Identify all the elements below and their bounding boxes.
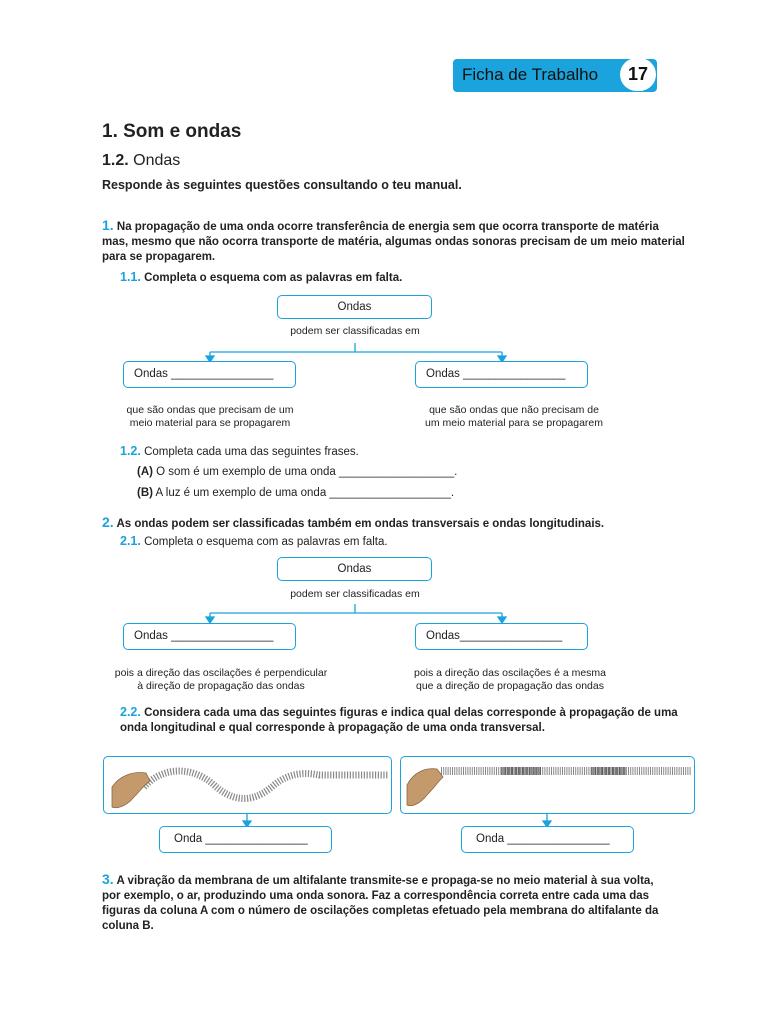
scheme1-left-desc-line1: que são ondas que precisam de um — [126, 404, 294, 416]
scheme2-right-desc-line2: que a direção de propagação das ondas — [416, 680, 604, 692]
question-2-1-number: 2.1. — [120, 534, 141, 548]
sentence-b-label: (B) — [137, 487, 153, 499]
instruction: Responde às seguintes questões consultando o teu manual. — [102, 178, 462, 192]
scheme2-right-desc-line1: pois a direção das oscilações é a mesma — [413, 667, 606, 679]
figure-left-answer[interactable]: Onda ________________ — [159, 826, 332, 853]
sentence-a-text[interactable]: O som é um exemplo de uma onda __________________. — [156, 466, 458, 478]
longitudinal-wave-illustration — [401, 757, 696, 815]
scheme1-right-box[interactable]: Ondas ________________ — [415, 361, 588, 388]
transverse-wave-illustration — [104, 757, 393, 815]
scheme2-left-box[interactable]: Ondas ________________ — [123, 623, 296, 650]
scheme2-mid-text: podem ser classificadas em — [290, 588, 420, 600]
question-2-2-number: 2.2. — [120, 705, 141, 719]
worksheet-title: Ficha de Trabalho — [462, 65, 599, 84]
question-2-text: As ondas podem ser classificadas também em ondas transversais e ondas longitudinais. — [116, 518, 605, 530]
question-2-1-text: Completa o esquema com as palavras em falta. — [144, 536, 388, 548]
scheme1-top-box: Ondas — [277, 295, 432, 319]
question-1-2-text: Completa cada uma das seguintes frases. — [144, 446, 359, 458]
scheme1-left-desc — [100, 404, 320, 430]
scheme2-left-desc — [96, 667, 346, 693]
scheme2-left-desc-line2: à direção de propagação das ondas — [137, 680, 305, 692]
question-3-number: 3. — [102, 871, 114, 887]
scheme2-right-box[interactable]: Ondas________________ — [415, 623, 588, 650]
question-2-1 — [120, 534, 388, 550]
subsection-label: Ondas — [133, 152, 181, 169]
scheme1-left-desc-line2: meio material para se propagarem — [129, 417, 291, 429]
scheme1-mid-text: podem ser classificadas em — [290, 325, 420, 337]
section-title: 1. Som e ondas — [102, 121, 242, 142]
question-3-text: A vibração da membrana de um altifalante transmite-se e propaga-se no meio material à sua volta, por exemplo, o ar, produzindo uma onda sonora. Faz a correspondência correta entre cada uma das figuras da coluna A com o número de oscilações completas efetuado pela membrana do altifalante da coluna B. — [102, 875, 659, 932]
sentence-b — [137, 486, 454, 501]
question-2 — [102, 515, 692, 532]
question-1-1-number: 1.1. — [120, 270, 141, 284]
question-1-number: 1. — [102, 217, 114, 233]
figure-longitudinal-wave — [400, 756, 695, 814]
question-2-2-text: Considera cada uma das seguintes figuras e indica qual delas corresponde à propagação de uma onda longitudinal e qual corresponde à propagação de uma onda transversal. — [120, 707, 678, 734]
subsection-number: 1.2. — [102, 152, 129, 169]
sentence-a-label: (A) — [137, 466, 153, 478]
sentence-b-text[interactable]: A luz é um exemplo de uma onda ___________________. — [155, 487, 455, 499]
scheme1-right-desc-line2: um meio material para se propagarem — [425, 417, 603, 429]
question-3 — [102, 872, 667, 934]
worksheet-number: 17 — [620, 58, 656, 91]
figure-right-answer[interactable]: Onda ________________ — [461, 826, 634, 853]
scheme2-top-box: Ondas — [277, 557, 432, 581]
question-2-2 — [120, 705, 680, 736]
question-1-2-number: 1.2. — [120, 444, 141, 458]
scheme1-right-desc-line1: que são ondas que não precisam de — [429, 404, 599, 416]
question-1-1-text: Completa o esquema com as palavras em falta. — [144, 272, 403, 284]
scheme2-right-desc — [385, 667, 635, 693]
scheme1-left-box[interactable]: Ondas ________________ — [123, 361, 296, 388]
scheme2-left-desc-line1: pois a direção das oscilações é perpendicular — [114, 667, 328, 679]
scheme1-right-desc — [404, 404, 624, 430]
question-1-2 — [120, 444, 359, 460]
sentence-a — [137, 465, 457, 480]
question-1-text: Na propagação de uma onda ocorre transferência de energia sem que ocorra transporte de matéria mas, mesmo que não ocorra transporte de matéria, algumas ondas sonoras precisam de um meio material para se propagarem. — [102, 221, 685, 263]
question-2-number: 2. — [102, 514, 114, 530]
figure-transverse-wave — [103, 756, 392, 814]
